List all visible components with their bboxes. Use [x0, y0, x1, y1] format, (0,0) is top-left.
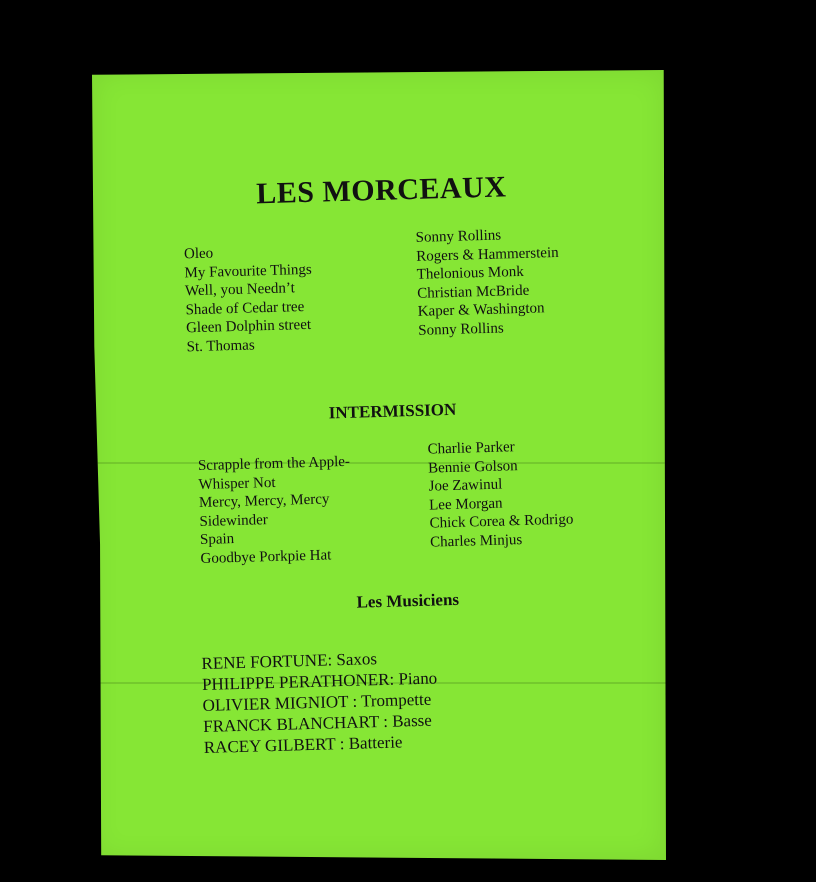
set2-artist-list: [427, 437, 574, 552]
musicians-heading: Les Musiciens: [356, 589, 460, 612]
song-title: Whisper Not: [198, 474, 276, 493]
song-title: St. Thomas: [186, 336, 255, 355]
set2-song-list: [198, 453, 353, 568]
composer-name: Bennie Golson: [427, 457, 518, 477]
intermission-heading: INTERMISSION: [328, 399, 457, 423]
program-content: [81, 62, 677, 868]
composer-name: Rogers & Hammerstein: [415, 244, 559, 265]
song-title: Mercy, Mercy, Mercy: [198, 491, 330, 512]
composer-name: Kaper & Washington: [417, 300, 545, 320]
composer-name: Sonny Rollins: [418, 319, 504, 339]
composer-name: Joe Zawinul: [428, 476, 503, 495]
song-title: Scrapple from the Apple-: [197, 453, 351, 475]
musician-entry: RENE FORTUNE: Saxos: [201, 649, 378, 674]
musician-entry: FRANCK BLANCHART : Basse: [202, 710, 433, 737]
song-title: Goodbye Porkpie Hat: [200, 546, 332, 567]
song-title: Spain: [199, 531, 235, 549]
composer-name: Charles Minjus: [429, 531, 523, 551]
musician-entry: OLIVIER MIGNIOT : Trompette: [202, 689, 432, 716]
composer-name: Chick Corea & Rodrigo: [429, 511, 574, 532]
composer-name: Thelonious Monk: [416, 263, 524, 283]
set1-artist-list: [415, 225, 561, 340]
song-title: Oleo: [183, 245, 214, 263]
composer-name: Sonny Rollins: [415, 227, 502, 246]
musician-list: [201, 646, 439, 758]
program-title: LES MORCEAUX: [255, 170, 507, 211]
musician-entry: PHILIPPE PERATHONER: Piano: [201, 668, 438, 695]
song-title: Gleen Dolphin street: [185, 316, 312, 337]
song-title: My Favourite Things: [184, 261, 312, 281]
set1-song-list: [184, 242, 314, 357]
musician-entry: RACEY GILBERT : Batterie: [203, 732, 403, 757]
song-title: Sidewinder: [199, 511, 269, 530]
song-title: Well, you Needn’t: [184, 280, 296, 300]
composer-name: Christian McBride: [416, 282, 530, 302]
composer-name: Charlie Parker: [427, 439, 515, 458]
song-title: Shade of Cedar tree: [185, 298, 305, 318]
composer-name: Lee Morgan: [428, 495, 503, 514]
